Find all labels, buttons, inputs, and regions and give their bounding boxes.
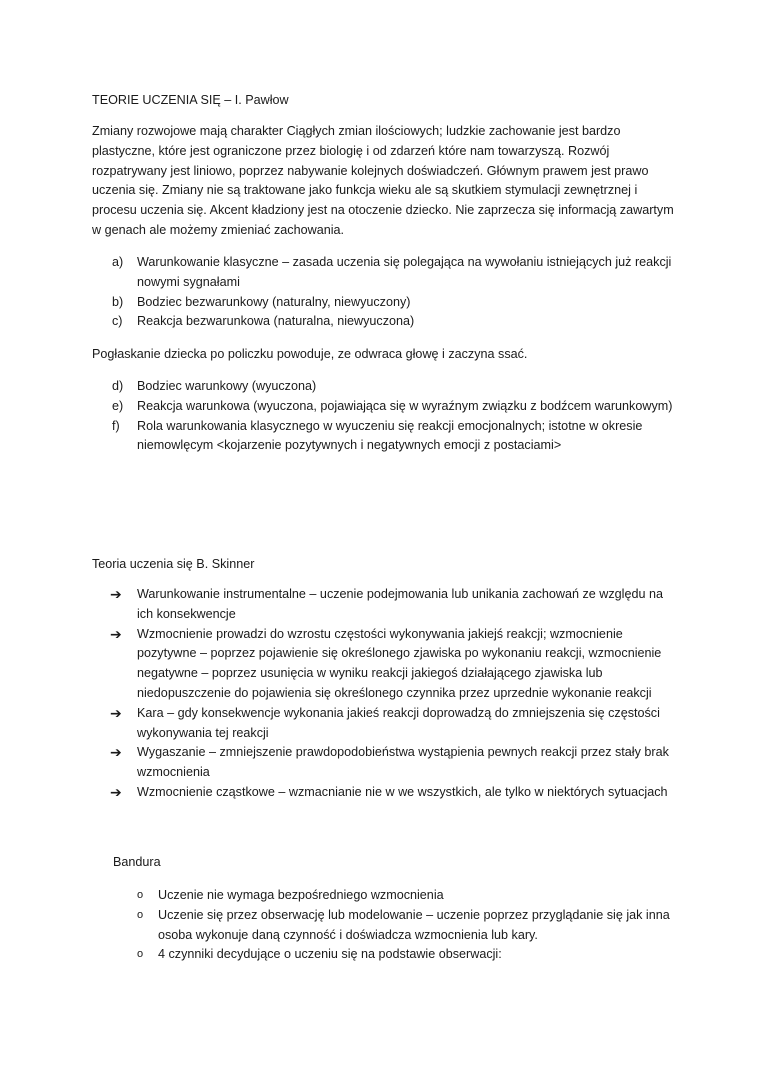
- list-item: d) Bodziec warunkowy (wyuczona): [112, 379, 317, 393]
- list-item: ➔ Wygaszanie – zmniejszenie prawdopodobieństwa wystąpienia pewnych reakcji przez stały brak wzmocnienia: [110, 744, 669, 780]
- intro-paragraph: Zmiany rozwojowe mają charakter Ciągłych zmian ilościowych; ludzkie zachowanie jest bardzo plastyczne, które jest ograniczone przez biologię i od zdarzeń które nam towarzyszą. Rozwój rozpatrywany jest liniowo, poprzez nabywanie kolejnych doświadczeń. Głównym prawem jest prawo uczenia się. Zmiany nie są traktowane jako funkcja wieku ale są skutkiem stymulacji zewnętrznej i procesu uczenia się. Akcent kładziony jest na otoczenie dziecko. Nie zaprzecza się informacją zawartym w genach ale możemy zmieniać zachowania.: [92, 124, 674, 237]
- circle-bullet-icon: o: [137, 889, 144, 901]
- example-paragraph: Pogłaskanie dziecka po policzku powoduje, ze odwraca głowę i zaczyna ssać.: [92, 347, 528, 361]
- list-item: f) Rola warunkowania klasycznego w wyuczeniu się reakcji emocjonalnych; istotne w okresie niemowlęcym <kojarzenie pozytywnych i negatywnych emocji z postaciami>: [112, 418, 643, 453]
- list-item: ➔ Warunkowanie instrumentalne – uczenie podejmowania lub unikania zachowań ze względu na ich konsekwencje: [110, 586, 663, 621]
- list-bandura: [113, 886, 673, 965]
- list-item: e) Reakcja warunkowa (wyuczona, pojawiająca się w wyraźnym związku z bodźcem warunkowym): [112, 398, 673, 413]
- list-item: o Uczenie się przez obserwację lub modelowanie – uczenie poprzez przyglądanie się jak inna osoba wykonuje daną czynność i doświadcza wzmocnienia lub kary.: [137, 907, 670, 942]
- heading-pawlow: TEORIE UCZENIA SIĘ – I. Pawłow: [92, 93, 289, 107]
- heading-skinner: Teoria uczenia się B. Skinner: [92, 557, 255, 571]
- arrow-icon: ➔: [110, 586, 122, 602]
- arrow-icon: ➔: [110, 783, 122, 800]
- arrow-icon: ➔: [110, 625, 122, 642]
- list-pawlow-abc: [92, 253, 677, 332]
- list-pawlow-def: [92, 377, 677, 456]
- list-item: o 4 czynniki decydujące o uczeniu się na podstawie obserwacji:: [113, 945, 673, 965]
- list-item: ➔ Wzmocnienie cząstkowe – wzmacnianie nie w we wszystkich, ale tylko w niektórych sytuacjach: [92, 783, 677, 803]
- arrow-icon: ➔: [110, 704, 122, 721]
- list-item: ➔ Wzmocnienie prowadzi do wzrostu częstości wykonywania jakiejś reakcji; wzmocnienie pozytywne – poprzez pojawienie się określonego zjawiska po wykonaniu reakcji, wzmocnienie negatywne – poprzez usunięcia w wyniku reakcji jakiegoś działającego zjawiska lub niedopuszczenie do pojawienia się określonego czynnika przez uprzednie wykonanie reakcji: [110, 625, 662, 700]
- list-item: c) Reakcja bezwarunkowa (naturalna, niewyuczona): [112, 314, 415, 329]
- list-item: o Uczenie nie wymaga bezpośredniego wzmocnienia: [113, 886, 673, 906]
- heading-bandura: Bandura: [113, 855, 161, 869]
- arrow-icon: ➔: [110, 744, 122, 761]
- list-item: a) Warunkowanie klasyczne – zasada uczenia się polegająca na wywołaniu istniejących już reakcji nowymi sygnałami: [112, 255, 672, 289]
- circle-bullet-icon: o: [137, 908, 144, 921]
- list-item: b) Bodziec bezwarunkowy (naturalny, niewyuczony): [112, 294, 411, 309]
- circle-bullet-icon: o: [137, 948, 144, 961]
- list-skinner: [92, 585, 677, 803]
- list-item: ➔ Kara – gdy konsekwencje wykonania jakieś reakcji doprowadzą do zmniejszenia się częstości wykonywania tej reakcji: [110, 704, 660, 740]
